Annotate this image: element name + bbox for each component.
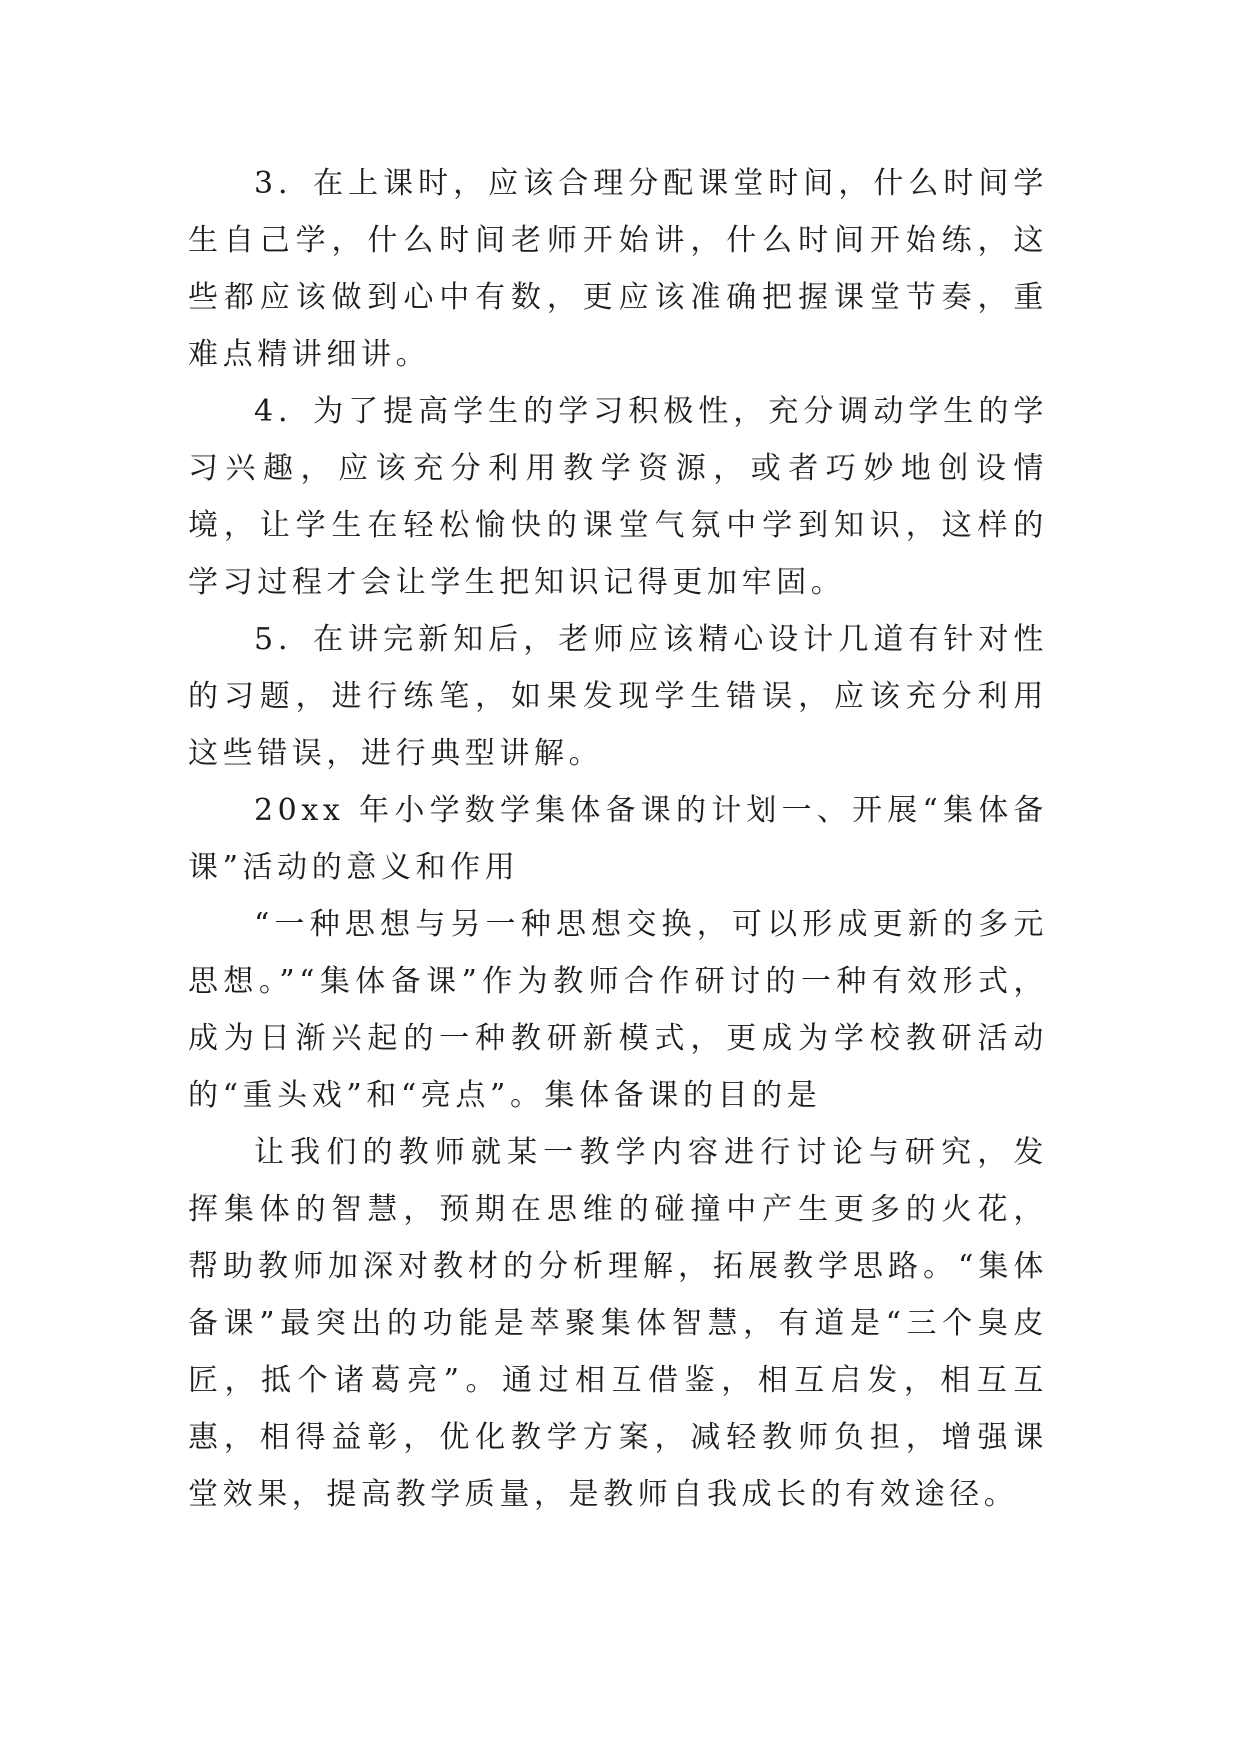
paragraph-item-5: 5．在讲完新知后，老师应该精心设计几道有针对性的习题，进行练笔，如果发现学生错误，应该充分利用这些错误，进行典型讲解。 [188,622,1048,771]
paragraph-item-4: 4．为了提高学生的学习积极性，充分调动学生的学习兴趣，应该充分利用教学资源，或者巧妙地创设情境，让学生在轻松愉快的课堂气氛中学到知识，这样的学习过程才会让学生把知识记得更加牢固。 [188,394,1048,600]
section-heading: 20xx 年小学数学集体备课的计划一、开展“集体备课”活动的意义和作用 [188,793,1048,885]
paragraph-item-3: 3．在上课时，应该合理分配课堂时间，什么时间学生自己学，什么时间老师开始讲，什么时间开始练，这些都应该做到心中有数，更应该准确把握课堂节奏，重难点精讲细讲。 [188,166,1048,372]
paragraph-purpose: 让我们的教师就某一教学内容进行讨论与研究，发挥集体的智慧，预期在思维的碰撞中产生更多的火花，帮助教师加深对教材的分析理解，拓展教学思路。“集体备课”最突出的功能是萃聚集体智慧，有道是“三个臭皮匠，抵个诸葛亮”。通过相互借鉴，相互启发，相互互惠，相得益彰，优化教学方案，减轻教师负担，增强课堂效果，提高教学质量，是教师自我成长的有效途径。 [188,1135,1048,1512]
document-body [188,155,1048,1523]
paragraph-quote: “一种思想与另一种思想交换，可以形成更新的多元思想。”“集体备课”作为教师合作研讨的一种有效形式，成为日渐兴起的一种教研新模式，更成为学校教研活动的“重头戏”和“亮点”。集体备课的目的是 [188,907,1048,1113]
